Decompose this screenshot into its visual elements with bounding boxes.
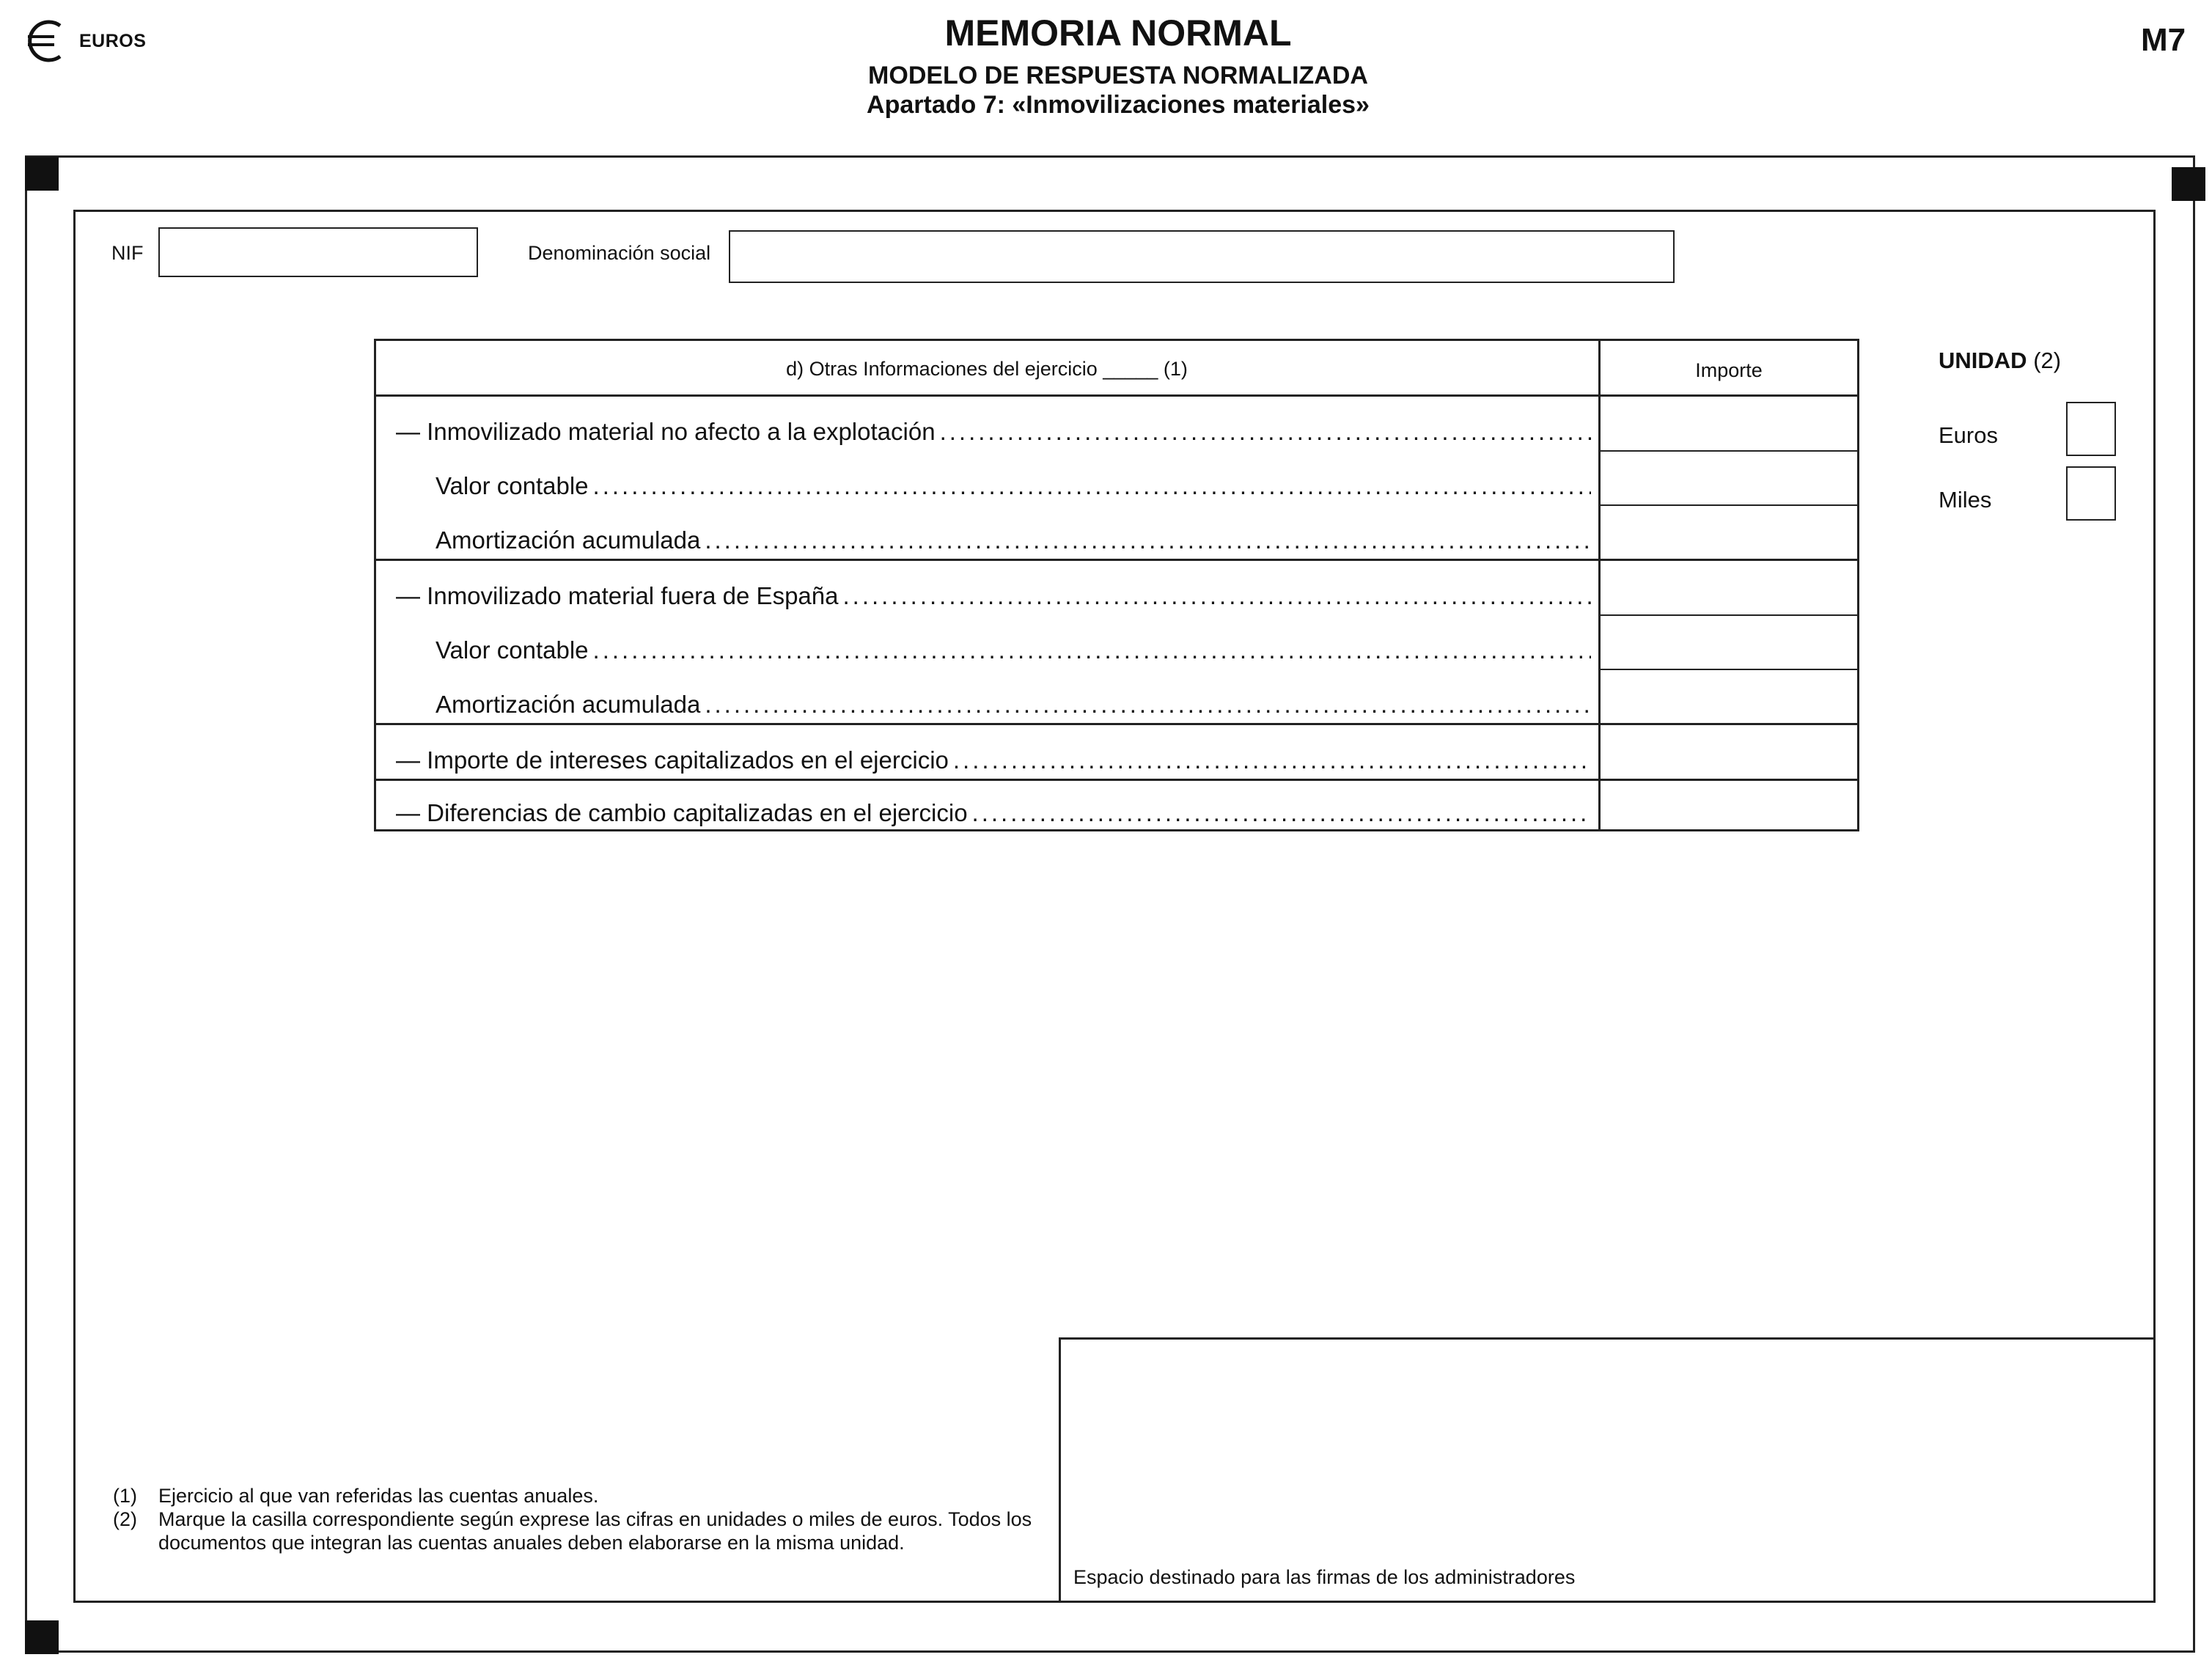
header-divider: [374, 394, 1859, 397]
unit-checkbox-miles[interactable]: [2066, 466, 2116, 521]
row-label: Valor contable: [436, 472, 589, 499]
amount-cell[interactable]: [1603, 453, 1856, 502]
table-row: [436, 691, 1591, 719]
page-subtitle: MODELO DE RESPUESTA NORMALIZADA: [868, 62, 1368, 89]
footnote: [113, 1484, 1037, 1554]
amount-cell[interactable]: [1603, 727, 1856, 776]
footnote-text: Ejercicio al que van referidas las cuentas anuales.: [158, 1485, 599, 1507]
amount-cell[interactable]: [1603, 617, 1856, 666]
amount-cell[interactable]: [1603, 399, 1856, 447]
unit-checkbox-euros[interactable]: [2066, 402, 2116, 456]
amount-cell-divider: [1598, 504, 1859, 506]
registration-mark-top-right: [2172, 167, 2205, 201]
row-label: Valor contable: [436, 636, 589, 664]
row-label: Amortización acumulada: [436, 526, 701, 554]
amount-cell-divider: [1598, 450, 1859, 452]
row-label: — Inmovilizado material no afecto a la explotación: [396, 418, 936, 445]
table-header-label: d) Otras Informaciones del ejercicio _____ (1): [786, 358, 1188, 380]
amount-cell[interactable]: [1603, 563, 1856, 612]
row-label: Amortización acumulada: [436, 691, 701, 718]
table-row: [436, 526, 1591, 554]
row-label: — Inmovilizado material fuera de España: [396, 582, 839, 609]
euro-icon: [22, 15, 73, 67]
unit-title-label: UNIDAD: [1939, 348, 2027, 373]
company-name-label: Denominación social: [528, 242, 711, 264]
table-row: [396, 799, 1591, 827]
amount-header: Importe: [1695, 359, 1763, 381]
table-row: [436, 636, 1591, 664]
section-title: Apartado 7: «Inmovilizaciones materiales»: [867, 91, 1370, 119]
footnote-text: Marque la casilla correspondiente según exprese las cifras en unidades o miles de euros. Todos los documentos que integran las cuentas anuales deben elaborarse en la misma unidad.: [158, 1508, 1032, 1554]
group-divider: [374, 723, 1859, 725]
model-code: M7: [2141, 22, 2186, 58]
amount-column-divider: [1598, 339, 1601, 831]
nif-field[interactable]: [158, 227, 478, 277]
amount-cell[interactable]: [1603, 672, 1856, 720]
footnote-number: (1): [113, 1485, 137, 1507]
nif-label: NIF: [111, 242, 144, 264]
registration-mark-bottom-left: [25, 1620, 59, 1654]
signature-area[interactable]: [1059, 1337, 2156, 1603]
amount-cell-divider: [1598, 614, 1859, 616]
row-label: — Importe de intereses capitalizados en el ejercicio: [396, 746, 949, 774]
amount-cell-divider: [1598, 669, 1859, 670]
page-title: MEMORIA NORMAL: [944, 12, 1292, 54]
currency-label: EUROS: [79, 30, 147, 51]
amount-cell[interactable]: [1603, 783, 1856, 829]
table-row: [396, 418, 1591, 446]
unit-option-label-euros: Euros: [1939, 422, 1998, 448]
table-row: [436, 472, 1591, 500]
unit-title: [1939, 348, 2061, 374]
company-name-field[interactable]: [729, 230, 1675, 283]
euro-logo: [22, 12, 154, 70]
row-label: — Diferencias de cambio capitalizadas en el ejercicio: [396, 799, 968, 826]
registration-mark-top-left: [25, 157, 59, 191]
group-divider: [374, 559, 1859, 561]
table-row: [396, 582, 1591, 610]
table-row: [396, 746, 1591, 774]
signature-label: Espacio destinado para las firmas de los administradores: [1073, 1566, 1576, 1588]
footnote-number: (2): [113, 1508, 137, 1530]
unit-option-label-miles: Miles: [1939, 487, 1992, 513]
group-divider: [374, 779, 1859, 781]
unit-note-ref: (2): [2033, 348, 2062, 373]
amount-cell[interactable]: [1603, 507, 1856, 556]
